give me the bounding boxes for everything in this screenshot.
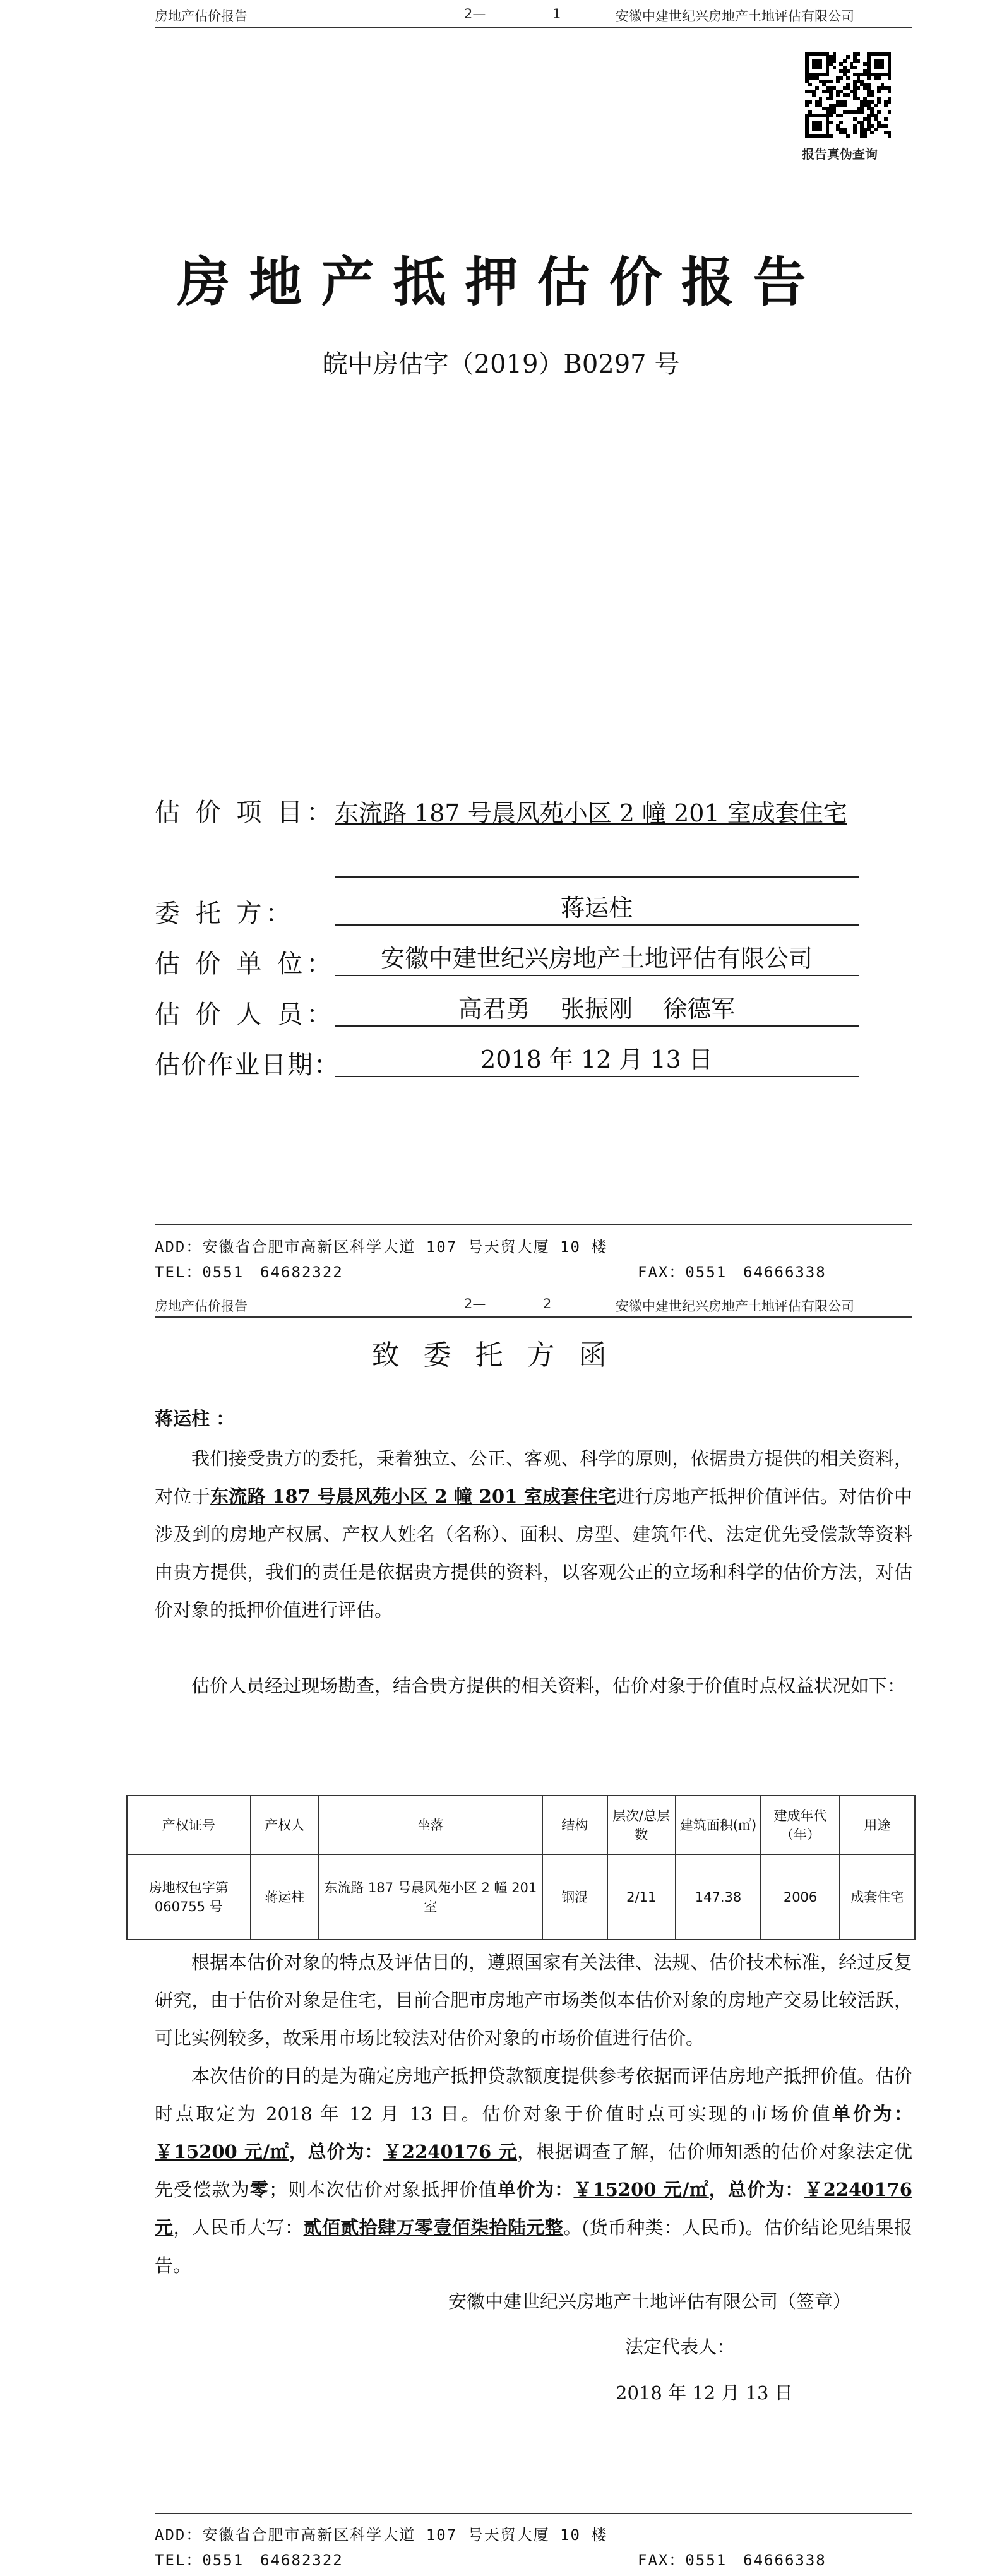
- table-header: 用途: [840, 1796, 915, 1854]
- total-price-value: ￥2240176 元: [383, 2141, 517, 2162]
- project-text: 东流路 187 号晨风苑小区 2 幢 201 室成套住宅: [335, 799, 847, 827]
- table-header: 建成年代（年）: [761, 1796, 840, 1854]
- intro-text-b: 进行房地产抵押价值评估。对估价中涉及到的房地产权属、产权人姓名（名称）、面积、房型、建筑年代、法定优先受偿款等资料由贵方提供，我们的责任是依据贵方提供的资料，以客观公正的立场和科学的估价方法，对估价对象的抵押价值进行评估。: [155, 1486, 912, 1621]
- table-cell: 钢混: [542, 1854, 607, 1940]
- unit-price-value: ￥15200 元/㎡: [155, 2141, 289, 2162]
- conclusion-text-b: ，根据调查了解，估价师知悉的估价对象法定优先受偿款为: [155, 2141, 912, 2200]
- table-cell: 蒋运柱: [251, 1854, 319, 1940]
- header-page-number: 1: [552, 6, 561, 21]
- legal-rep: 法定代表人：: [625, 2336, 736, 2358]
- footer-rule-p2: [155, 2513, 912, 2514]
- header-right: 安徽中建世纪兴房地产土地评估有限公司: [616, 9, 854, 24]
- table-cell: 房地权包字第 060755 号: [127, 1854, 251, 1940]
- conclusion-text-c: ；则本次估价对象抵押价值: [268, 2179, 498, 2200]
- table-row: [127, 1854, 915, 1940]
- table-cell: 147.38: [676, 1854, 761, 1940]
- amount-in-words: 贰佰贰拾肆万零壹佰柒拾陆元整: [303, 2217, 564, 2238]
- table-header: 建筑面积(㎡): [676, 1796, 761, 1854]
- paragraph-method: 根据本估价对象的特点及评估目的，遵照国家有关法律、法规、估价技术标准，经过反复研究，由于估价对象是住宅，目前合肥市房地产市场类似本估价对象的房地产交易比较活跃，可比实例较多，故采用市场比较法对估价对象的市场价值进行估价。: [155, 1952, 912, 2049]
- table-header: 层次/总层数: [607, 1796, 676, 1854]
- field-label-firm: 估 价 单 位：: [155, 950, 336, 979]
- signer: 安徽中建世纪兴房地产土地评估有限公司（签章）: [448, 2291, 852, 2312]
- priority-amount: 零: [249, 2179, 269, 2200]
- header-page-prefix-p2: 2—: [464, 1296, 486, 1311]
- intro-text-a: 我们接受贵方的委托，秉着独立、公正、客观、科学的原则，依据贵方提供的相关资料，对位于: [155, 1448, 912, 1507]
- unit-price-label: 单价为：: [832, 2103, 912, 2125]
- qr-caption: 报告真伪查询: [802, 146, 878, 162]
- footer-address: ADD：安徽省合肥市高新区科学大道 107 号天贸大厦 10 楼: [155, 1238, 608, 1256]
- footer-fax: FAX：0551－64666338: [638, 1263, 826, 1281]
- report-title: 房地产抵押估价报告: [177, 251, 825, 313]
- intro-object: 东流路 187 号晨风苑小区 2 幢 201 室成套住宅: [210, 1486, 617, 1507]
- paragraph-survey: 估价人员经过现场勘查，结合贵方提供的相关资料，估价对象于价值时点权益状况如下：: [191, 1675, 906, 1696]
- header-left: 房地产估价报告: [155, 9, 248, 24]
- table-header: 坐落: [319, 1796, 542, 1854]
- header-rule-p2: [155, 1316, 912, 1318]
- header-rule: [155, 27, 912, 28]
- mortgage-total-value: ￥2240176 元: [155, 2179, 912, 2238]
- field-label-date: 估价作业日期：: [155, 1051, 340, 1080]
- header-page-number-p2: 2: [543, 1296, 552, 1311]
- table-header-row: [127, 1796, 915, 1854]
- field-label-project: 估 价 项 目：: [155, 798, 336, 827]
- footer-fax-p2: FAX：0551－64666338: [638, 2551, 826, 2569]
- conclusion-text-e: 。(货币种类：人民币)。估价结论见结果报告。: [155, 2217, 912, 2276]
- table-cell: 成套住宅: [840, 1854, 915, 1940]
- mortgage-unit-label: 单价为：: [497, 2179, 574, 2200]
- project-underline: [335, 876, 859, 878]
- letter-title: 致委托方函: [371, 1339, 631, 1371]
- table-cell: 东流路 187 号晨风苑小区 2 幢 201 室: [319, 1854, 542, 1940]
- qr-code-icon[interactable]: [805, 52, 891, 138]
- table-cell: 2006: [761, 1854, 840, 1940]
- footer-tel: TEL：0551－64682322: [155, 1263, 343, 1281]
- header-right-p2: 安徽中建世纪兴房地产土地评估有限公司: [616, 1299, 854, 1314]
- report-number: 皖中房估字（2019）B0297 号: [322, 350, 680, 379]
- field-value-client: 蒋运柱: [335, 891, 859, 926]
- table-header: 产权证号: [127, 1796, 251, 1854]
- mortgage-total-label: ，总价为：: [708, 2179, 804, 2200]
- field-value-firm: 安徽中建世纪兴房地产土地评估有限公司: [335, 942, 859, 976]
- conclusion-text-d: ，人民币大写：: [173, 2217, 304, 2238]
- header-page-prefix: 2—: [464, 6, 486, 21]
- header-left-p2: 房地产估价报告: [155, 1299, 248, 1314]
- field-value-project: [335, 792, 859, 834]
- mortgage-unit-value: ￥15200 元/㎡: [573, 2179, 709, 2200]
- paragraph-intro: [155, 1440, 912, 1629]
- footer-tel-p2: TEL：0551－64682322: [155, 2551, 343, 2569]
- field-value-appraisers: 高君勇 张振刚 徐德军: [335, 993, 859, 1027]
- table-header: 产权人: [251, 1796, 319, 1854]
- field-label-client: 委 托 方：: [155, 899, 295, 928]
- property-table: [126, 1795, 916, 1940]
- paragraph-conclusion: [155, 2057, 912, 2284]
- total-price-label: ，总价为：: [289, 2141, 384, 2162]
- table-cell: 2/11: [607, 1854, 676, 1940]
- salutation: 蒋运柱 ：: [155, 1408, 235, 1429]
- letter-date: 2018 年 12 月 13 日: [616, 2382, 793, 2404]
- conclusion-text-a: 本次估价的目的是为确定房地产抵押贷款额度提供参考依据而评估房地产抵押价值。估价时点取定为 2018 年 12 月 13 日。估价对象于价值时点可实现的市场价值: [155, 2065, 912, 2125]
- field-value-date: 2018 年 12 月 13 日: [335, 1043, 859, 1077]
- table-header: 结构: [542, 1796, 607, 1854]
- field-label-appraisers: 估 价 人 员：: [155, 1000, 336, 1029]
- footer-rule: [155, 1224, 912, 1225]
- footer-address-p2: ADD：安徽省合肥市高新区科学大道 107 号天贸大厦 10 楼: [155, 2526, 608, 2544]
